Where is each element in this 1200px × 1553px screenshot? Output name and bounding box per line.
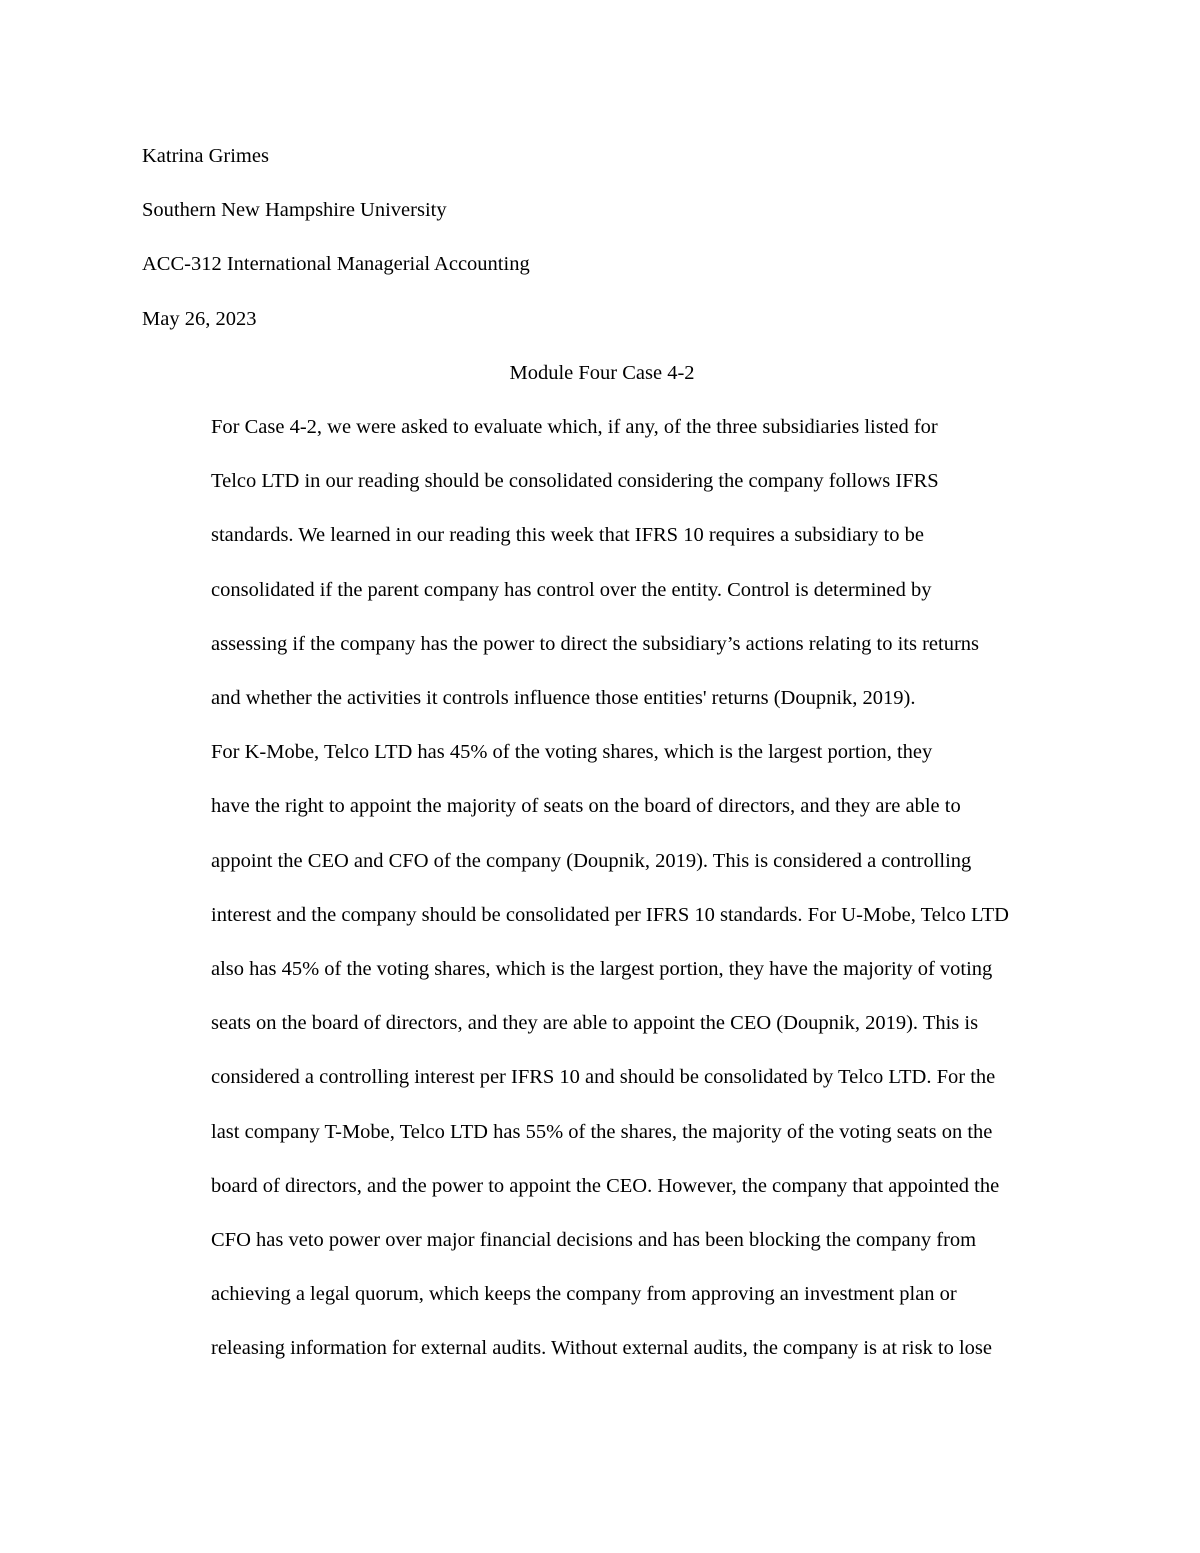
institution-name: Southern New Hampshire University — [142, 199, 447, 222]
paragraph-line: seats on the board of directors, and they are able to appoint the CEO (Doupnik, 2019). This is — [211, 1012, 979, 1035]
paragraph-line: achieving a legal quorum, which keeps the company from approving an investment plan or — [211, 1283, 957, 1306]
paragraph-line: CFO has veto power over major financial decisions and has been blocking the company from — [211, 1229, 977, 1252]
paragraph-line: Telco LTD in our reading should be consolidated considering the company follows IFRS — [211, 470, 939, 493]
paragraph-line: For Case 4-2, we were asked to evaluate which, if any, of the three subsidiaries listed for — [211, 416, 938, 439]
document-date: May 26, 2023 — [142, 307, 257, 330]
document-body — [142, 129, 1062, 1376]
document-title: Module Four Case 4-2 — [509, 361, 695, 384]
author-name: Katrina Grimes — [142, 145, 269, 167]
paragraph-line: also has 45% of the voting shares, which is the largest portion, they have the majority of voting — [211, 958, 993, 981]
paragraph-line: assessing if the company has the power to direct the subsidiary’s actions relating to its returns — [211, 632, 980, 655]
paragraph-line: consolidated if the parent company has control over the entity. Control is determined by — [211, 578, 932, 601]
course-name: ACC-312 International Managerial Accounting — [142, 253, 530, 276]
paragraph-line: releasing information for external audits. Without external audits, the company is at risk to lose — [211, 1337, 993, 1360]
paragraph-line: standards. We learned in our reading this week that IFRS 10 requires a subsidiary to be — [211, 524, 925, 547]
paragraph-line: last company T-Mobe, Telco LTD has 55% of the shares, the majority of the voting seats on the — [211, 1120, 993, 1143]
paragraph-line: appoint the CEO and CFO of the company (Doupnik, 2019). This is considered a controlling — [211, 849, 972, 872]
paragraph-1 — [142, 400, 1062, 725]
paragraph-line: For K-Mobe, Telco LTD has 45% of the voting shares, which is the largest portion, they — [211, 741, 933, 764]
paragraph-line: considered a controlling interest per IFRS 10 and should be consolidated by Telco LTD. For the — [211, 1066, 996, 1089]
paragraph-line: interest and the company should be consolidated per IFRS 10 standards. For U-Mobe, Telco LTD — [211, 903, 1009, 926]
paragraph-line: and whether the activities it controls influence those entities' returns (Doupnik, 2019). — [211, 687, 916, 710]
paragraph-2 — [142, 725, 1062, 1375]
paragraph-line: board of directors, and the power to appoint the CEO. However, the company that appointed the — [211, 1174, 1000, 1197]
paragraph-line: have the right to appoint the majority of seats on the board of directors, and they are able to — [211, 795, 961, 818]
